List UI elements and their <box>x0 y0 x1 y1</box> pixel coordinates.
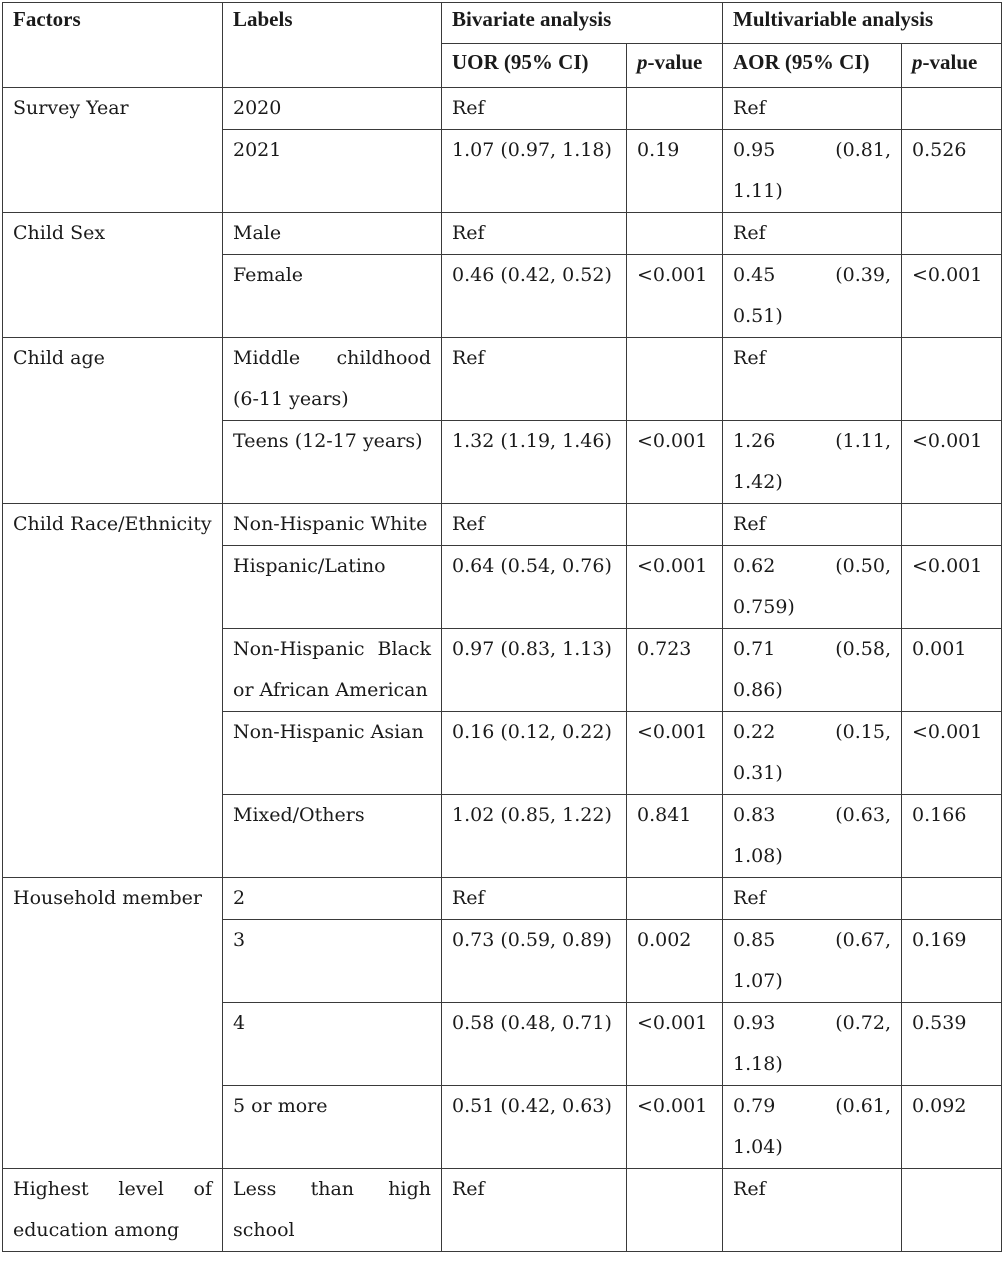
aor-line-1 <box>733 546 891 587</box>
p-value-multivariable-cell: <0.001 <box>902 255 1002 338</box>
label-cell: 4 <box>223 1003 442 1086</box>
header-row-top <box>3 3 1002 44</box>
uor-cell: Ref <box>442 878 627 920</box>
p-italic: p <box>637 50 648 74</box>
aor-ci-lower: (0.58, <box>835 638 892 660</box>
p-value-multivariable-cell <box>902 213 1002 255</box>
table-row <box>3 338 1002 421</box>
uor-cell: 0.97 (0.83, 1.13) <box>442 629 627 712</box>
p-value-multivariable-cell: 0.001 <box>902 629 1002 712</box>
aor-estimate: 0.45 <box>733 264 776 286</box>
aor-cell: Ref <box>723 88 902 130</box>
p-value-multivariable-cell: <0.001 <box>902 546 1002 629</box>
uor-cell: 1.02 (0.85, 1.22) <box>442 795 627 878</box>
aor-cell <box>723 255 902 338</box>
factor-cell: Highest level of education among <box>3 1169 223 1252</box>
label-cell: 2020 <box>223 88 442 130</box>
p-value-multivariable-cell: 0.166 <box>902 795 1002 878</box>
aor-ci-lower: (1.11, <box>835 430 892 452</box>
aor-ci-upper: 0.31) <box>733 762 783 784</box>
label-cell: 3 <box>223 920 442 1003</box>
aor-cell <box>723 795 902 878</box>
aor-estimate: 0.85 <box>733 929 776 951</box>
label-cell: Non-Hispanic White <box>223 504 442 546</box>
p-value-bivariate-cell: 0.841 <box>627 795 723 878</box>
label-cell: Hispanic/Latino <box>223 546 442 629</box>
aor-ci-lower: (0.39, <box>835 264 892 286</box>
odds-ratio-table <box>2 2 1002 1252</box>
aor-cell: Ref <box>723 213 902 255</box>
aor-line-1 <box>733 1003 891 1044</box>
factor-cell: Survey Year <box>3 88 223 213</box>
aor-ci-upper: 0.86) <box>733 679 783 701</box>
uor-cell: 0.73 (0.59, 0.89) <box>442 920 627 1003</box>
table-row <box>3 1169 1002 1252</box>
aor-line-1 <box>733 130 891 171</box>
aor-line-1 <box>733 920 891 961</box>
aor-estimate: 0.93 <box>733 1012 776 1034</box>
aor-estimate: 0.83 <box>733 804 776 826</box>
label-cell: 5 or more <box>223 1086 442 1169</box>
aor-cell: Ref <box>723 1169 902 1252</box>
p-value-bivariate-cell: 0.002 <box>627 920 723 1003</box>
multivariable-header: Multivariable analysis <box>723 3 1002 44</box>
p-value-multivariable-cell <box>902 88 1002 130</box>
aor-cell <box>723 421 902 504</box>
table-row <box>3 504 1002 546</box>
factor-cell: Child age <box>3 338 223 504</box>
table-row <box>3 878 1002 920</box>
uor-cell: 0.51 (0.42, 0.63) <box>442 1086 627 1169</box>
aor-ci-lower: (0.63, <box>835 804 892 826</box>
aor-ci-upper: 1.04) <box>733 1136 783 1158</box>
aor-cell <box>723 712 902 795</box>
aor-line-1 <box>733 255 891 296</box>
label-cell: Mixed/Others <box>223 795 442 878</box>
p-value-bivariate-cell: <0.001 <box>627 546 723 629</box>
aor-cell <box>723 1086 902 1169</box>
aor-ci-lower: (0.72, <box>835 1012 892 1034</box>
aor-estimate: 0.71 <box>733 638 776 660</box>
label-cell: Female <box>223 255 442 338</box>
uor-cell: 0.46 (0.42, 0.52) <box>442 255 627 338</box>
label-cell: Middle childhood (6-11 years) <box>223 338 442 421</box>
labels-header: Labels <box>223 3 442 88</box>
p-value-bivariate-cell: <0.001 <box>627 712 723 795</box>
uor-cell: Ref <box>442 213 627 255</box>
table-body <box>3 88 1002 1252</box>
uor-cell: Ref <box>442 1169 627 1252</box>
table-row <box>3 213 1002 255</box>
p-value-bivariate-cell <box>627 878 723 920</box>
aor-ci-lower: (0.81, <box>835 139 892 161</box>
aor-ci-lower: (0.61, <box>835 1095 892 1117</box>
p-value-multivariable-cell: <0.001 <box>902 421 1002 504</box>
factor-cell: Household member <box>3 878 223 1169</box>
label-cell: Male <box>223 213 442 255</box>
aor-ci-upper: 0.759) <box>733 596 795 618</box>
p-value-multivariable-cell <box>902 504 1002 546</box>
aor-cell: Ref <box>723 338 902 421</box>
aor-cell <box>723 629 902 712</box>
p-value-bivariate-cell: 0.723 <box>627 629 723 712</box>
aor-cell: Ref <box>723 878 902 920</box>
aor-ci-upper: 0.51) <box>733 305 783 327</box>
label-cell: Non-Hispanic Black or African American <box>223 629 442 712</box>
aor-ci-upper: 1.08) <box>733 845 783 867</box>
p-value-multivariable-cell: 0.526 <box>902 130 1002 213</box>
p-value-bivariate-cell: <0.001 <box>627 1003 723 1086</box>
aor-ci-lower: (0.50, <box>835 555 892 577</box>
uor-cell: 0.16 (0.12, 0.22) <box>442 712 627 795</box>
p-value-bivariate-cell <box>627 1169 723 1252</box>
uor-cell: 0.64 (0.54, 0.76) <box>442 546 627 629</box>
aor-estimate: 1.26 <box>733 430 776 452</box>
aor-estimate: 0.79 <box>733 1095 776 1117</box>
uor-cell: Ref <box>442 338 627 421</box>
aor-estimate: 0.62 <box>733 555 776 577</box>
label-cell: 2021 <box>223 130 442 213</box>
p-value-header-bivariate <box>627 44 723 88</box>
bivariate-header: Bivariate analysis <box>442 3 723 44</box>
uor-cell: 1.32 (1.19, 1.46) <box>442 421 627 504</box>
p-value-multivariable-cell <box>902 878 1002 920</box>
p-value-bivariate-cell <box>627 338 723 421</box>
aor-header: AOR (95% CI) <box>723 44 902 88</box>
aor-line-1 <box>733 629 891 670</box>
uor-header: UOR (95% CI) <box>442 44 627 88</box>
uor-cell: 1.07 (0.97, 1.18) <box>442 130 627 213</box>
p-suffix: -value <box>647 50 703 74</box>
aor-line-1 <box>733 795 891 836</box>
p-value-bivariate-cell <box>627 213 723 255</box>
p-value-bivariate-cell: <0.001 <box>627 255 723 338</box>
table-row <box>3 88 1002 130</box>
p-value-multivariable-cell: 0.092 <box>902 1086 1002 1169</box>
factor-cell: Child Race/Ethnicity <box>3 504 223 878</box>
aor-ci-lower: (0.15, <box>835 721 892 743</box>
p-value-bivariate-cell <box>627 504 723 546</box>
label-cell: Non-Hispanic Asian <box>223 712 442 795</box>
p-value-bivariate-cell: <0.001 <box>627 421 723 504</box>
aor-cell <box>723 920 902 1003</box>
p-value-multivariable-cell: 0.539 <box>902 1003 1002 1086</box>
p-value-multivariable-cell <box>902 338 1002 421</box>
aor-ci-upper: 1.18) <box>733 1053 783 1075</box>
p-value-header-multivariable <box>902 44 1002 88</box>
p-value-multivariable-cell: 0.169 <box>902 920 1002 1003</box>
p-value-multivariable-cell <box>902 1169 1002 1252</box>
aor-line-1 <box>733 421 891 462</box>
aor-line-1 <box>733 712 891 753</box>
p-italic: p <box>912 50 923 74</box>
uor-cell: Ref <box>442 88 627 130</box>
aor-ci-lower: (0.67, <box>835 929 892 951</box>
label-cell: Less than high school <box>223 1169 442 1252</box>
uor-cell: 0.58 (0.48, 0.71) <box>442 1003 627 1086</box>
aor-ci-upper: 1.42) <box>733 471 783 493</box>
p-value-bivariate-cell: <0.001 <box>627 1086 723 1169</box>
aor-estimate: 0.22 <box>733 721 776 743</box>
aor-cell <box>723 546 902 629</box>
aor-cell: Ref <box>723 504 902 546</box>
factors-header: Factors <box>3 3 223 88</box>
factor-cell: Child Sex <box>3 213 223 338</box>
aor-ci-upper: 1.11) <box>733 180 783 202</box>
aor-line-1 <box>733 1086 891 1127</box>
table-header <box>3 3 1002 88</box>
aor-cell <box>723 130 902 213</box>
uor-cell: Ref <box>442 504 627 546</box>
p-value-bivariate-cell <box>627 88 723 130</box>
p-value-bivariate-cell: 0.19 <box>627 130 723 213</box>
aor-cell <box>723 1003 902 1086</box>
p-value-multivariable-cell: <0.001 <box>902 712 1002 795</box>
aor-ci-upper: 1.07) <box>733 970 783 992</box>
p-suffix: -value <box>922 50 978 74</box>
aor-estimate: 0.95 <box>733 139 776 161</box>
label-cell: Teens (12-17 years) <box>223 421 442 504</box>
label-cell: 2 <box>223 878 442 920</box>
